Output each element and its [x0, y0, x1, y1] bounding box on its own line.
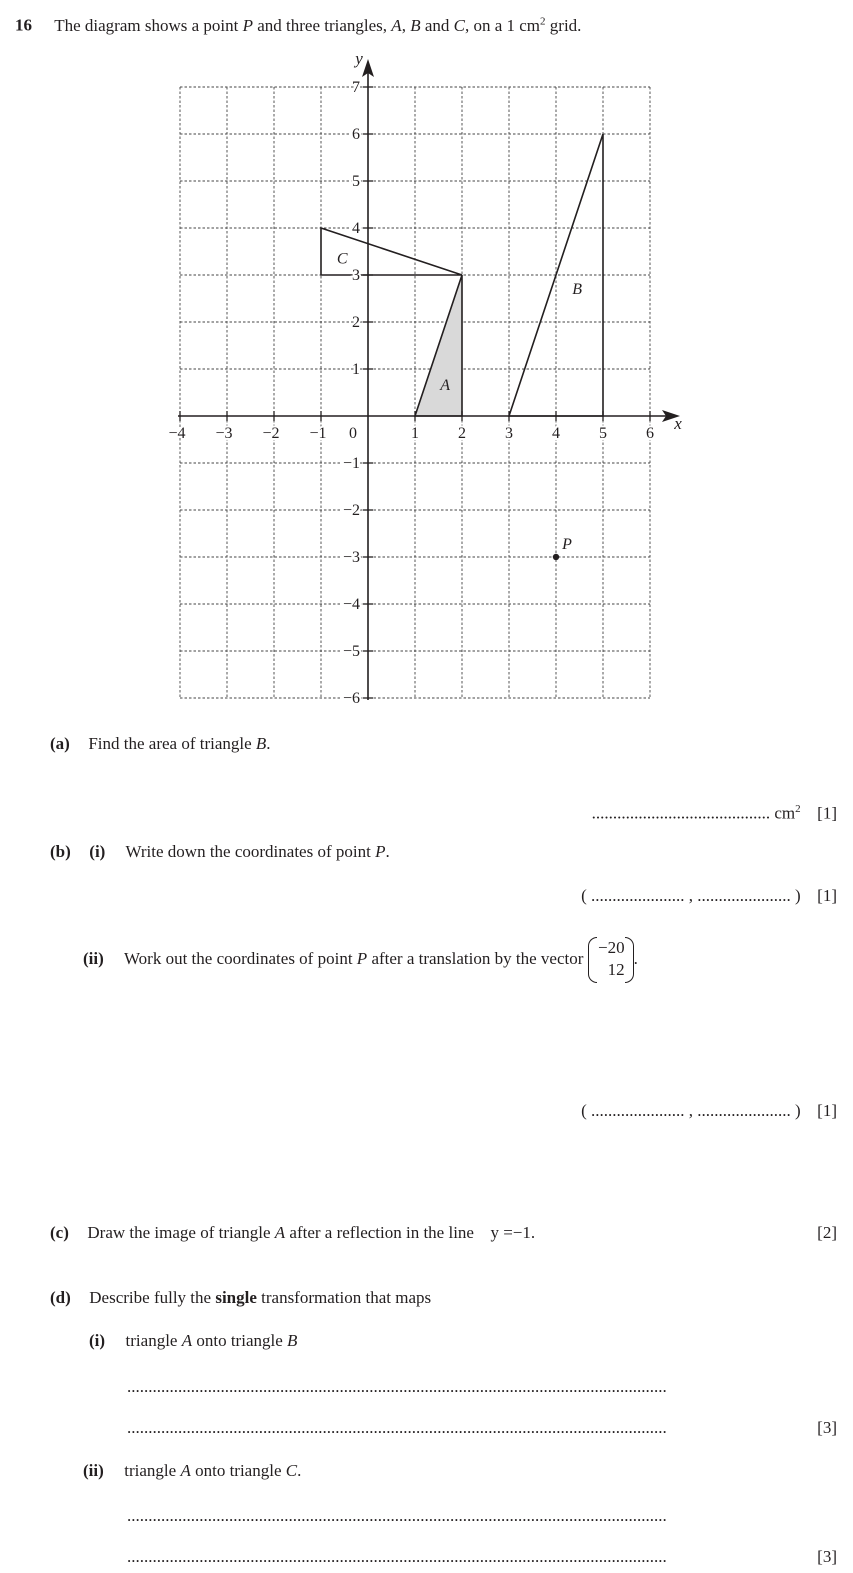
part-b-ii-label: (ii) — [83, 949, 104, 968]
coordinate-grid-diagram — [0, 0, 853, 720]
x-tick-label: −1 — [309, 425, 327, 442]
part-d-question: (d) Describe fully the single transformation that maps — [50, 1288, 432, 1307]
x-tick-label: 6 — [646, 425, 654, 442]
triangle-a — [415, 275, 462, 416]
y-axis-label: y — [355, 49, 363, 68]
part-d-ii-answer-line-1[interactable]: ............................................................................................................................... — [127, 1506, 667, 1525]
x-axis-label: x — [674, 414, 682, 433]
coordinate-answer: ( ...................... , ...................... ) — [581, 1101, 801, 1120]
y-tick-label: −3 — [342, 549, 360, 566]
x-tick-label: 1 — [411, 425, 419, 442]
part-d-i-label: (i) — [89, 1331, 106, 1350]
y-tick-label: 2 — [352, 314, 360, 331]
point-p-label: P — [562, 536, 572, 553]
point-p-marker — [553, 554, 559, 560]
y-tick-label: −2 — [342, 502, 360, 519]
y-tick-label: 1 — [352, 361, 360, 378]
y-tick-label: 6 — [352, 126, 360, 143]
reflection-equation: y =−1. — [490, 1223, 536, 1242]
part-c-marks: [2] — [817, 1223, 837, 1242]
vector-bottom: 12 — [607, 960, 625, 980]
y-tick-label: −6 — [342, 690, 360, 707]
part-d-ii-label: (ii) — [83, 1461, 104, 1480]
part-b-ii-question: (ii) Work out the coordinates of point P after a translation by the vector −20 12 . — [83, 936, 638, 982]
translation-vector — [588, 937, 634, 983]
part-b-label: (b) — [50, 842, 71, 861]
x-tick-label: 3 — [505, 425, 513, 442]
part-a-label: (a) — [50, 734, 70, 753]
origin-label: 0 — [349, 425, 357, 442]
y-tick-label: −5 — [342, 643, 360, 660]
y-tick-label: 4 — [352, 220, 360, 237]
part-d-ii-answer-line-2[interactable]: ............................................................................................................................... — [127, 1547, 667, 1566]
part-a-answer-line[interactable]: .......................................... $cm^2$ [1] — [591, 803, 837, 823]
coordinate-answer: ( ...................... , ...................... ) — [581, 886, 801, 905]
grid-lines — [180, 87, 650, 698]
question-number: 16 — [15, 15, 32, 35]
part-d-i-question: (i) triangle A onto triangle B — [89, 1331, 298, 1350]
x-tick-label: −2 — [262, 425, 280, 442]
x-tick-label: 2 — [458, 425, 466, 442]
part-d-ii-question: (ii) triangle A onto triangle C. — [83, 1461, 302, 1480]
marks: [1] — [817, 886, 837, 905]
part-b-ii-answer-line[interactable] — [581, 1101, 837, 1121]
part-c-label: (c) — [50, 1223, 69, 1242]
y-tick-label: −1 — [342, 455, 360, 472]
x-tick-label: 5 — [599, 425, 607, 442]
part-b-i-label: (i) — [89, 842, 106, 861]
part-b-i-answer-line[interactable] — [581, 886, 837, 906]
triangle-c-label: C — [336, 250, 348, 268]
part-d-i-answer-line-2[interactable]: ............................................................................................................................... — [127, 1418, 667, 1437]
part-a-question: (a) Find the area of triangle B. — [50, 734, 271, 753]
triangles-layer — [321, 134, 603, 560]
part-b-i-question: (b) (i) Write down the coordinates of point P. — [50, 842, 390, 861]
part-d-ii-marks: [3] — [817, 1547, 837, 1566]
y-tick-label: 7 — [352, 79, 360, 96]
y-tick-label: 5 — [352, 173, 360, 190]
part-d-i-marks: [3] — [817, 1418, 837, 1437]
marks: [1] — [817, 803, 837, 823]
labels-layer — [168, 49, 682, 707]
x-tick-label: −3 — [215, 425, 233, 442]
part-d-i-answer-line-1[interactable]: ............................................................................................................................... — [127, 1377, 667, 1396]
part-d-label: (d) — [50, 1288, 71, 1307]
y-tick-label: −4 — [342, 596, 360, 613]
vector-top: −20 — [598, 938, 625, 958]
x-tick-label: 4 — [552, 425, 560, 442]
marks: [1] — [817, 1101, 837, 1120]
part-c-question: (c) Draw the image of triangle A after a reflection in the line y =−1. — [50, 1223, 536, 1242]
triangle-a-label: A — [440, 377, 450, 395]
y-tick-label: 3 — [352, 267, 360, 284]
x-tick-label: −4 — [168, 425, 186, 442]
unit: cm — [774, 803, 796, 823]
question-intro: The diagram shows a point P and three triangles, A, B and C, on a 1 $cm^2$ grid. — [54, 15, 582, 35]
triangle-b-label: B — [572, 280, 583, 298]
answer-dots: .......................................... — [591, 803, 771, 823]
